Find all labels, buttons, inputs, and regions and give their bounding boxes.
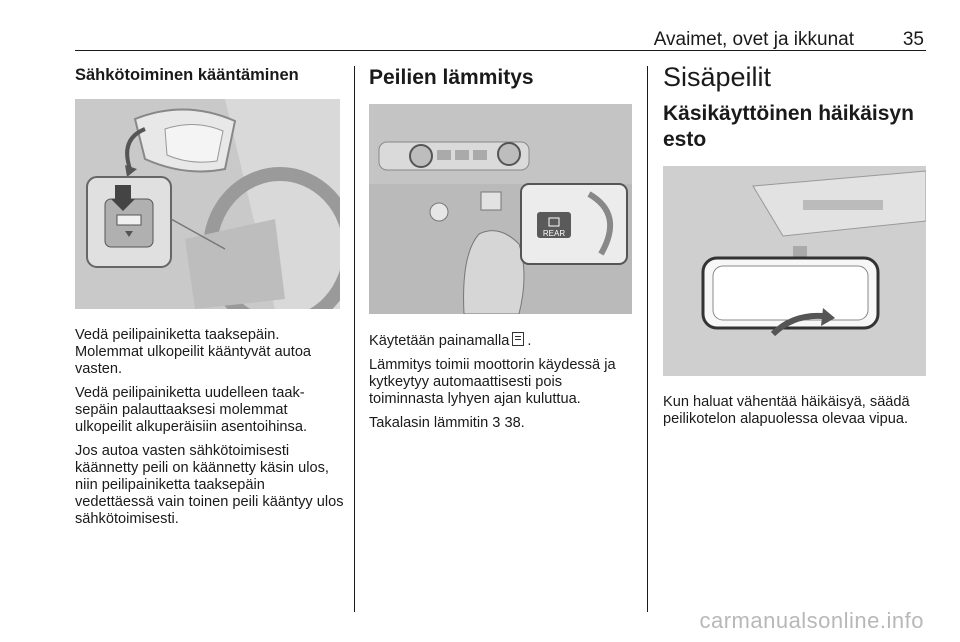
column-mirror-folding [75,62,345,535]
heating-button-illustration [369,104,632,314]
paragraph [369,332,632,350]
column-mirror-heating [369,62,632,439]
paragraph: Vedä peilipainiketta uudelleen taak-sepäin palauttaaksesi molemmat ulkopeilit alkuperäisiin asentoihinsa. [75,385,308,435]
rear-heating-icon [512,332,524,346]
rear-label: REAR [542,229,566,238]
sub-heading: Käsikäyttöinen häikäisyn esto [663,102,914,152]
paragraph: Vedä peilipainiketta taaksepäin. Molemmat ulkopeilit kääntyvät autoa vasten. [75,327,312,377]
watermark: carmanualsonline.info [699,608,924,633]
column-divider [354,66,355,612]
mirror-fold-illustration [75,99,340,309]
page-header [75,28,926,51]
section-heading: Sähkötoiminen kääntäminen [75,66,299,84]
column-divider [647,66,648,612]
interior-mirror-illustration [663,166,926,376]
section-heading: Peilien lämmitys [369,66,534,89]
page-title: Avaimet, ovet ja ikkunat [653,29,854,50]
paragraph: Jos autoa vasten sähkötoimisesti käännetty peili on käännetty käsin ulos, niin peilipainiketta taaksepäin vedettäessä vain toinen peili kääntyy ulos sähkötoimisesti. [75,443,344,527]
section-heading: Sisäpeilit [663,62,772,92]
paragraph-text: Käytetään painamalla [369,333,510,349]
page-number: 35 [902,29,924,50]
paragraph: Lämmitys toimii moottorin käydessä ja kytkeytyy automaattisesti pois toiminnasta lyhyen ajan kuluttua. [369,357,616,407]
paragraph: Kun haluat vähentää häikäisyä, säädä peilikotelon alapuolessa olevaa vipua. [663,393,910,427]
paragraph: Takalasin lämmitin 3 38. [369,415,525,431]
paragraph-end: . [527,333,532,349]
column-interior-mirrors [663,62,926,435]
